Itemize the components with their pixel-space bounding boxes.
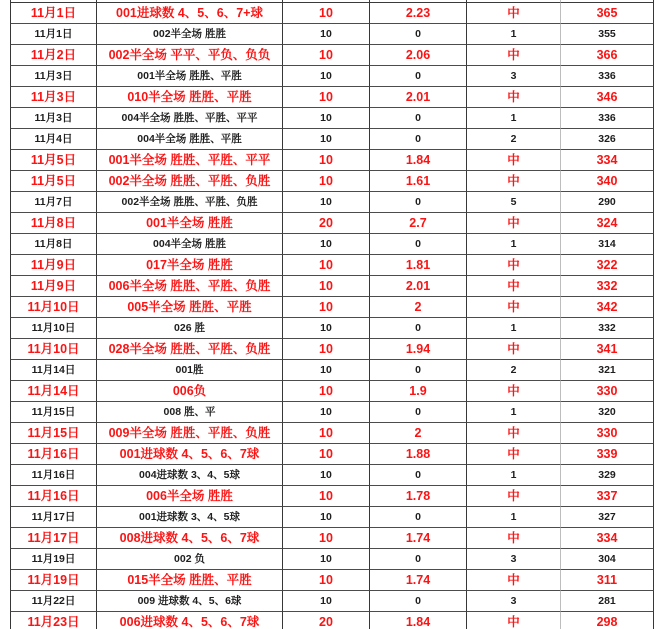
cell-date: 11月16日 (10, 465, 97, 486)
table-row (10, 528, 654, 549)
cell-result: 中 (467, 3, 561, 24)
table-row (10, 234, 654, 255)
cell-odds: 0 (370, 507, 467, 528)
table-row (10, 402, 654, 423)
cell-stake: 10 (283, 360, 370, 381)
cell-result: 中 (467, 444, 561, 465)
cell-bet-description: 002 负 (97, 549, 283, 570)
cell-bet-description: 026 胜 (97, 318, 283, 339)
cell-odds: 0 (370, 591, 467, 612)
cell-date: 11月23日 (10, 612, 97, 629)
cell-stake: 10 (283, 108, 370, 129)
cell-odds: 0 (370, 24, 467, 45)
table-row (10, 339, 654, 360)
cell-date: 11月8日 (10, 234, 97, 255)
cell-balance: 298 (561, 612, 654, 629)
cell-result: 中 (467, 297, 561, 318)
cell-odds: 1.78 (370, 486, 467, 507)
cell-date: 11月22日 (10, 591, 97, 612)
table-row (10, 171, 654, 192)
cell-stake: 10 (283, 339, 370, 360)
cell-odds: 1.84 (370, 612, 467, 629)
cell-odds: 2.7 (370, 213, 467, 234)
cell-bet-description: 006进球数 4、5、6、7球 (97, 612, 283, 629)
cell-result: 中 (467, 570, 561, 591)
cell-result: 2 (467, 129, 561, 150)
cell-bet-description: 004半全场 胜胜、平胜 (97, 129, 283, 150)
cell-bet-description: 006半全场 胜胜 (97, 486, 283, 507)
cell-balance: 336 (561, 108, 654, 129)
cell-result: 中 (467, 381, 561, 402)
cell-odds: 0 (370, 129, 467, 150)
cell-date: 11月17日 (10, 528, 97, 549)
cell-stake: 10 (283, 444, 370, 465)
cell-bet-description: 005半全场 胜胜、平胜 (97, 297, 283, 318)
cell-balance: 327 (561, 507, 654, 528)
cell-date: 11月17日 (10, 507, 97, 528)
cell-balance: 311 (561, 570, 654, 591)
cell-balance: 330 (561, 423, 654, 444)
cell-stake: 10 (283, 591, 370, 612)
cell-balance: 355 (561, 24, 654, 45)
table-row (10, 297, 654, 318)
cell-stake: 10 (283, 3, 370, 24)
cell-stake: 10 (283, 276, 370, 297)
table-row (10, 129, 654, 150)
cell-odds: 1.74 (370, 528, 467, 549)
table-row (10, 612, 654, 629)
table-row (10, 360, 654, 381)
cell-balance: 339 (561, 444, 654, 465)
cell-stake: 10 (283, 486, 370, 507)
cell-date: 11月1日 (10, 3, 97, 24)
cell-date: 11月10日 (10, 297, 97, 318)
table-row (10, 150, 654, 171)
cell-odds: 0 (370, 108, 467, 129)
cell-stake: 20 (283, 213, 370, 234)
cell-date: 11月14日 (10, 360, 97, 381)
cell-odds: 0 (370, 360, 467, 381)
cell-result: 3 (467, 591, 561, 612)
cell-odds: 2.23 (370, 3, 467, 24)
cell-bet-description: 001半全场 胜胜、平胜、平平 (97, 150, 283, 171)
cell-bet-description: 017半全场 胜胜 (97, 255, 283, 276)
cell-stake: 10 (283, 297, 370, 318)
cell-bet-description: 006负 (97, 381, 283, 402)
cell-stake: 10 (283, 234, 370, 255)
cell-result: 3 (467, 66, 561, 87)
cell-odds: 2 (370, 297, 467, 318)
cell-odds: 2.01 (370, 87, 467, 108)
cell-bet-description: 002半全场 胜胜、平胜、负胜 (97, 171, 283, 192)
cell-result: 1 (467, 108, 561, 129)
cell-bet-description: 002半全场 平平、平负、负负 (97, 45, 283, 66)
table-row (10, 192, 654, 213)
cell-result: 中 (467, 87, 561, 108)
cell-odds: 0 (370, 66, 467, 87)
cell-stake: 10 (283, 45, 370, 66)
cell-date: 11月9日 (10, 255, 97, 276)
cell-result: 2 (467, 360, 561, 381)
table-row (10, 318, 654, 339)
cell-date: 11月5日 (10, 150, 97, 171)
cell-odds: 1.81 (370, 255, 467, 276)
cell-result: 1 (467, 465, 561, 486)
cell-balance: 314 (561, 234, 654, 255)
cell-odds: 1.88 (370, 444, 467, 465)
cell-bet-description: 009半全场 胜胜、平胜、负胜 (97, 423, 283, 444)
table-row (10, 570, 654, 591)
cell-stake: 10 (283, 507, 370, 528)
cell-result: 中 (467, 150, 561, 171)
cell-date: 11月8日 (10, 213, 97, 234)
cell-bet-description: 008 胜、平 (97, 402, 283, 423)
cell-odds: 0 (370, 318, 467, 339)
cell-bet-description: 001胜 (97, 360, 283, 381)
cell-result: 5 (467, 192, 561, 213)
cell-result: 中 (467, 339, 561, 360)
table-row (10, 486, 654, 507)
cell-result: 中 (467, 255, 561, 276)
cell-date: 11月3日 (10, 66, 97, 87)
cell-stake: 10 (283, 150, 370, 171)
cell-odds: 1.74 (370, 570, 467, 591)
cell-stake: 10 (283, 66, 370, 87)
cell-balance: 304 (561, 549, 654, 570)
cell-result: 中 (467, 612, 561, 629)
cell-balance: 326 (561, 129, 654, 150)
cell-bet-description: 004半全场 胜胜 (97, 234, 283, 255)
cell-balance: 330 (561, 381, 654, 402)
cell-stake: 10 (283, 87, 370, 108)
cell-balance: 290 (561, 192, 654, 213)
table-row (10, 108, 654, 129)
cell-odds: 1.84 (370, 150, 467, 171)
cell-odds: 0 (370, 549, 467, 570)
cell-balance: 340 (561, 171, 654, 192)
cell-result: 中 (467, 171, 561, 192)
table-row (10, 591, 654, 612)
cell-balance: 346 (561, 87, 654, 108)
cell-odds: 1.9 (370, 381, 467, 402)
cell-bet-description: 028半全场 胜胜、平胜、负胜 (97, 339, 283, 360)
cell-result: 中 (467, 45, 561, 66)
cell-stake: 10 (283, 528, 370, 549)
cell-date: 11月2日 (10, 45, 97, 66)
cell-stake: 10 (283, 381, 370, 402)
cell-date: 11月9日 (10, 276, 97, 297)
table-row (10, 45, 654, 66)
cell-result: 1 (467, 402, 561, 423)
cell-date: 11月3日 (10, 87, 97, 108)
cell-odds: 1.61 (370, 171, 467, 192)
cell-odds: 0 (370, 234, 467, 255)
table-row (10, 423, 654, 444)
cell-result: 1 (467, 234, 561, 255)
table-row (10, 3, 654, 24)
cell-result: 中 (467, 213, 561, 234)
cell-date: 11月5日 (10, 171, 97, 192)
cell-balance: 281 (561, 591, 654, 612)
table-row (10, 507, 654, 528)
cell-balance: 336 (561, 66, 654, 87)
cell-balance: 322 (561, 255, 654, 276)
cell-odds: 2.01 (370, 276, 467, 297)
cell-balance: 324 (561, 213, 654, 234)
table-row (10, 255, 654, 276)
cell-bet-description: 002半全场 胜胜、平胜、负胜 (97, 192, 283, 213)
cell-date: 11月1日 (10, 24, 97, 45)
cell-date: 11月3日 (10, 108, 97, 129)
cell-stake: 10 (283, 570, 370, 591)
cell-date: 11月4日 (10, 129, 97, 150)
cell-result: 1 (467, 318, 561, 339)
cell-stake: 20 (283, 612, 370, 629)
cell-stake: 10 (283, 24, 370, 45)
cell-balance: 341 (561, 339, 654, 360)
cell-bet-description: 002半全场 胜胜 (97, 24, 283, 45)
cell-balance: 342 (561, 297, 654, 318)
cell-balance: 332 (561, 276, 654, 297)
cell-odds: 2.06 (370, 45, 467, 66)
cell-odds: 1.94 (370, 339, 467, 360)
cell-date: 11月15日 (10, 402, 97, 423)
cell-bet-description: 004半全场 胜胜、平胜、平平 (97, 108, 283, 129)
cell-balance: 332 (561, 318, 654, 339)
cell-stake: 10 (283, 549, 370, 570)
cell-stake: 10 (283, 129, 370, 150)
cell-bet-description: 001进球数 4、5、6、7球 (97, 444, 283, 465)
cell-bet-description: 004进球数 3、4、5球 (97, 465, 283, 486)
cell-stake: 10 (283, 465, 370, 486)
cell-bet-description: 001半全场 胜胜 (97, 213, 283, 234)
table-row (10, 549, 654, 570)
cell-bet-description: 001进球数 4、5、6、7+球 (97, 3, 283, 24)
table-row (10, 66, 654, 87)
cell-balance: 337 (561, 486, 654, 507)
table-row (10, 444, 654, 465)
cell-balance: 329 (561, 465, 654, 486)
cell-date: 11月16日 (10, 486, 97, 507)
cell-result: 中 (467, 528, 561, 549)
cell-bet-description: 001进球数 3、4、5球 (97, 507, 283, 528)
cell-odds: 0 (370, 192, 467, 213)
cell-stake: 10 (283, 192, 370, 213)
cell-bet-description: 001半全场 胜胜、平胜 (97, 66, 283, 87)
cell-stake: 10 (283, 171, 370, 192)
cell-stake: 10 (283, 402, 370, 423)
cell-date: 11月19日 (10, 549, 97, 570)
cell-date: 11月10日 (10, 339, 97, 360)
cell-odds: 2 (370, 423, 467, 444)
table-row (10, 381, 654, 402)
cell-stake: 10 (283, 318, 370, 339)
table-row (10, 213, 654, 234)
cell-balance: 320 (561, 402, 654, 423)
cell-odds: 0 (370, 402, 467, 423)
cell-date: 11月10日 (10, 318, 97, 339)
cell-balance: 365 (561, 3, 654, 24)
cell-date: 11月19日 (10, 570, 97, 591)
cell-stake: 10 (283, 255, 370, 276)
cell-odds: 0 (370, 465, 467, 486)
table-row (10, 276, 654, 297)
cell-date: 11月15日 (10, 423, 97, 444)
cell-date: 11月14日 (10, 381, 97, 402)
table-row (10, 87, 654, 108)
cell-result: 1 (467, 24, 561, 45)
table-row (10, 24, 654, 45)
cell-bet-description: 009 进球数 4、5、6球 (97, 591, 283, 612)
cell-result: 中 (467, 423, 561, 444)
cell-date: 11月7日 (10, 192, 97, 213)
cell-bet-description: 015半全场 胜胜、平胜 (97, 570, 283, 591)
cell-balance: 334 (561, 528, 654, 549)
cell-stake: 10 (283, 423, 370, 444)
table-row (10, 465, 654, 486)
cell-result: 中 (467, 486, 561, 507)
cell-bet-description: 008进球数 4、5、6、7球 (97, 528, 283, 549)
cell-bet-description: 010半全场 胜胜、平胜 (97, 87, 283, 108)
cell-balance: 334 (561, 150, 654, 171)
betting-records-table (10, 0, 654, 629)
cell-result: 3 (467, 549, 561, 570)
cell-result: 中 (467, 276, 561, 297)
cell-balance: 321 (561, 360, 654, 381)
cell-balance: 366 (561, 45, 654, 66)
cell-result: 1 (467, 507, 561, 528)
cell-bet-description: 006半全场 胜胜、平胜、负胜 (97, 276, 283, 297)
cell-date: 11月16日 (10, 444, 97, 465)
